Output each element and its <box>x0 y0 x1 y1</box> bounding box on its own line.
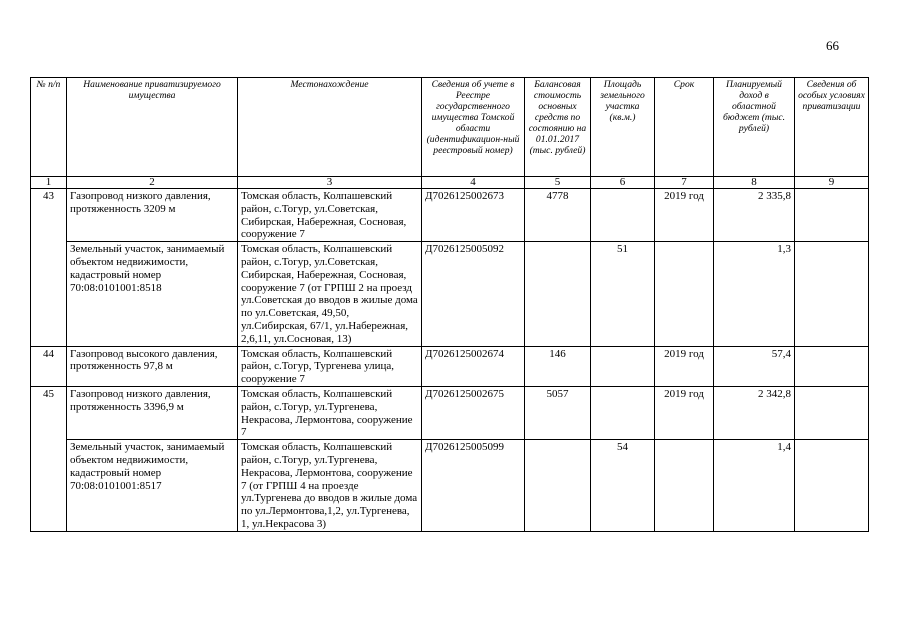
planned-income: 1,4 <box>714 440 795 532</box>
column-number: 2 <box>67 177 238 189</box>
planned-income: 2 342,8 <box>714 386 795 439</box>
property-location: Томская область, Колпашевский район, с.Тогур, ул.Тургенева, Некрасова, Лермонтова, сооружение 7 (от ГРПШ 4 на проезде ул.Тургенева до вводов в жилые дома по ул.Лермонтова,1,2, ул.Тургенева, 1, ул.Некрасова 3) <box>238 440 422 532</box>
header-area: Площадь земельного участка (кв.м.) <box>591 78 655 177</box>
property-location: Томская область, Колпашевский район, с.Тогур, ул.Советская, Сибирская, Набережная, Сосновая, сооружение 7 <box>238 189 422 242</box>
balance-value <box>525 440 591 532</box>
header-location: Местонахождение <box>238 78 422 177</box>
table-row <box>31 189 869 242</box>
special-conditions <box>795 440 869 532</box>
column-number: 6 <box>591 177 655 189</box>
property-name: Газопровод высокого давления, протяженность 97,8 м <box>67 346 238 386</box>
land-area <box>591 386 655 439</box>
column-number: 4 <box>422 177 525 189</box>
column-number: 5 <box>525 177 591 189</box>
column-number: 1 <box>31 177 67 189</box>
header-name: Наименование приватизируемого имущества <box>67 78 238 177</box>
privatization-term: 2019 год <box>655 346 714 386</box>
balance-value <box>525 242 591 346</box>
page-number: 66 <box>826 38 839 53</box>
special-conditions <box>795 242 869 346</box>
land-area <box>591 346 655 386</box>
column-number: 7 <box>655 177 714 189</box>
property-location: Томская область, Колпашевский район, с.Тогур, Тургенева улица, сооружение 7 <box>238 346 422 386</box>
registry-number: Д7026125002673 <box>422 189 525 242</box>
row-number: 44 <box>31 346 67 386</box>
column-number: 8 <box>714 177 795 189</box>
privatization-term <box>655 440 714 532</box>
column-number-row <box>31 177 869 189</box>
row-number: 43 <box>31 189 67 347</box>
header-registry: Сведения об учете в Реестре государственного имущества Томской области (идентификацион-ный реестровый номер) <box>422 78 525 177</box>
property-location: Томская область, Колпашевский район, с.Тогур, ул.Советская, Сибирская, Набережная, Сосновая, сооружение 7 (от ГРПШ 2 на проезд ул.Советская до вводов в жилые дома по ул.Советская, 49,50, ул.Сибирская, 67/1, ул.Набережная, 2,6,11, ул.Сосновая, 13) <box>238 242 422 346</box>
privatization-term: 2019 год <box>655 189 714 242</box>
property-name: Газопровод низкого давления, протяженность 3396,9 м <box>67 386 238 439</box>
header-term: Срок <box>655 78 714 177</box>
special-conditions <box>795 386 869 439</box>
registry-number: Д7026125002674 <box>422 346 525 386</box>
land-area: 54 <box>591 440 655 532</box>
header-balance: Балансовая стоимость основных средств по состоянию на 01.01.2017 (тыс. рублей) <box>525 78 591 177</box>
property-name: Земельный участок, занимаемый объектом недвижимости, кадастровый номер 70:08:0101001:8517 <box>67 440 238 532</box>
privatization-table <box>30 77 869 532</box>
property-name: Земельный участок, занимаемый объектом недвижимости, кадастровый номер 70:08:0101001:8518 <box>67 242 238 346</box>
header-row <box>31 78 869 177</box>
land-area <box>591 189 655 242</box>
land-area: 51 <box>591 242 655 346</box>
registry-number: Д7026125002675 <box>422 386 525 439</box>
header-special: Сведения об особых условиях приватизации <box>795 78 869 177</box>
privatization-term <box>655 242 714 346</box>
balance-value: 146 <box>525 346 591 386</box>
balance-value: 4778 <box>525 189 591 242</box>
special-conditions <box>795 346 869 386</box>
table-row <box>31 386 869 439</box>
column-number: 3 <box>238 177 422 189</box>
registry-number: Д7026125005099 <box>422 440 525 532</box>
column-number: 9 <box>795 177 869 189</box>
planned-income: 2 335,8 <box>714 189 795 242</box>
planned-income: 1,3 <box>714 242 795 346</box>
header-number: № п/п <box>31 78 67 177</box>
special-conditions <box>795 189 869 242</box>
property-name: Газопровод низкого давления, протяженность 3209 м <box>67 189 238 242</box>
property-location: Томская область, Колпашевский район, с.Тогур, ул.Тургенева, Некрасова, Лермонтова, сооружение 7 <box>238 386 422 439</box>
row-number: 45 <box>31 386 67 531</box>
registry-number: Д7026125005092 <box>422 242 525 346</box>
header-income: Планируемый доход в областной бюджет (тыс. рублей) <box>714 78 795 177</box>
planned-income: 57,4 <box>714 346 795 386</box>
balance-value: 5057 <box>525 386 591 439</box>
table-row <box>31 242 869 346</box>
table-row <box>31 346 869 386</box>
privatization-term: 2019 год <box>655 386 714 439</box>
table-row <box>31 440 869 532</box>
